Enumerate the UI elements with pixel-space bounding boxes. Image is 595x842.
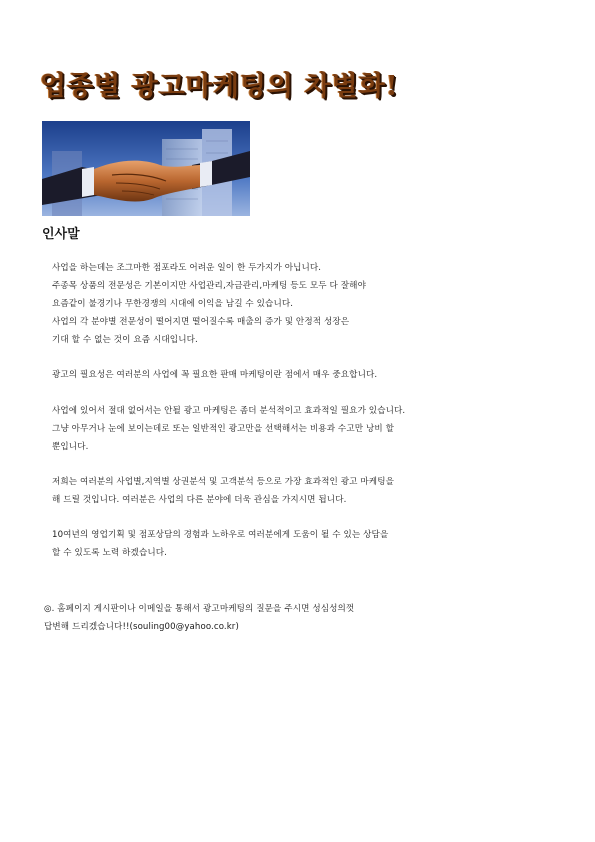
paragraph-3-line-1: 사업에 있어서 절대 없어서는 안될 광고 마케팅은 좀더 분석적이고 효과적일 필요가 있습니다. <box>52 406 406 416</box>
section-heading: 인사말 <box>42 227 80 242</box>
paragraph-4-line-1: 저희는 여러분의 사업별,지역별 상권분석 및 고객분석 등으로 가장 효과적인 광고 마케팅을 <box>52 477 395 487</box>
paragraph-4-line-2: 해 드릴 것입니다. 여러분은 사업의 다른 분야에 더욱 관심을 가지시면 됩니다. <box>52 495 347 505</box>
paragraph-3-line-2: 그냥 아무거나 눈에 보이는데로 또는 일반적인 광고만을 선택해서는 비용과 수고만 낭비 할 <box>52 424 395 434</box>
paragraph-1-line-2: 주종목 상품의 전문성은 기본이지만 사업관리,자금관리,마케팅 등도 모두 다 잘해야 <box>52 281 366 291</box>
paragraph-3-line-3: 뿐입니다. <box>52 442 89 452</box>
paragraph-1-line-1: 사업을 하는데는 조그마한 점포라도 어려운 일이 한 두가지가 아닙니다. <box>52 263 322 273</box>
contact-note-line-1: ◎. 홈페이지 게시판이나 이메일을 통해서 광고마케팅의 질문을 주시면 성심성의껏 <box>44 604 355 614</box>
paragraph-1-line-5: 기대 할 수 없는 것이 요즘 시대입니다. <box>52 335 198 345</box>
page-title: 업종별 광고마케팅의 차별화! <box>40 71 399 102</box>
paragraph-5-line-2: 할 수 있도록 노력 하겠습니다. <box>52 548 167 558</box>
contact-note-line-2: 답변해 드리겠습니다!!(souling00@yahoo.co.kr) <box>44 622 239 632</box>
paragraph-2-line-1: 광고의 필요성은 여러분의 사업에 꼭 필요한 판매 마케팅이란 점에서 매우 중요합니다. <box>52 370 378 380</box>
paragraph-1-line-4: 사업의 각 분야별 전문성이 떨어지면 떨어질수록 매출의 증가 및 안정적 성장은 <box>52 317 350 327</box>
paragraph-5-line-1: 10여년의 영업기획 및 점포상담의 경험과 노하우로 여러분에게 도움이 될 수 있는 상담을 <box>52 530 389 540</box>
paragraph-1-line-3: 요즘같이 불경기나 무한경쟁의 시대에 이익을 남길 수 있습니다. <box>52 299 294 309</box>
handshake-image <box>42 121 250 216</box>
